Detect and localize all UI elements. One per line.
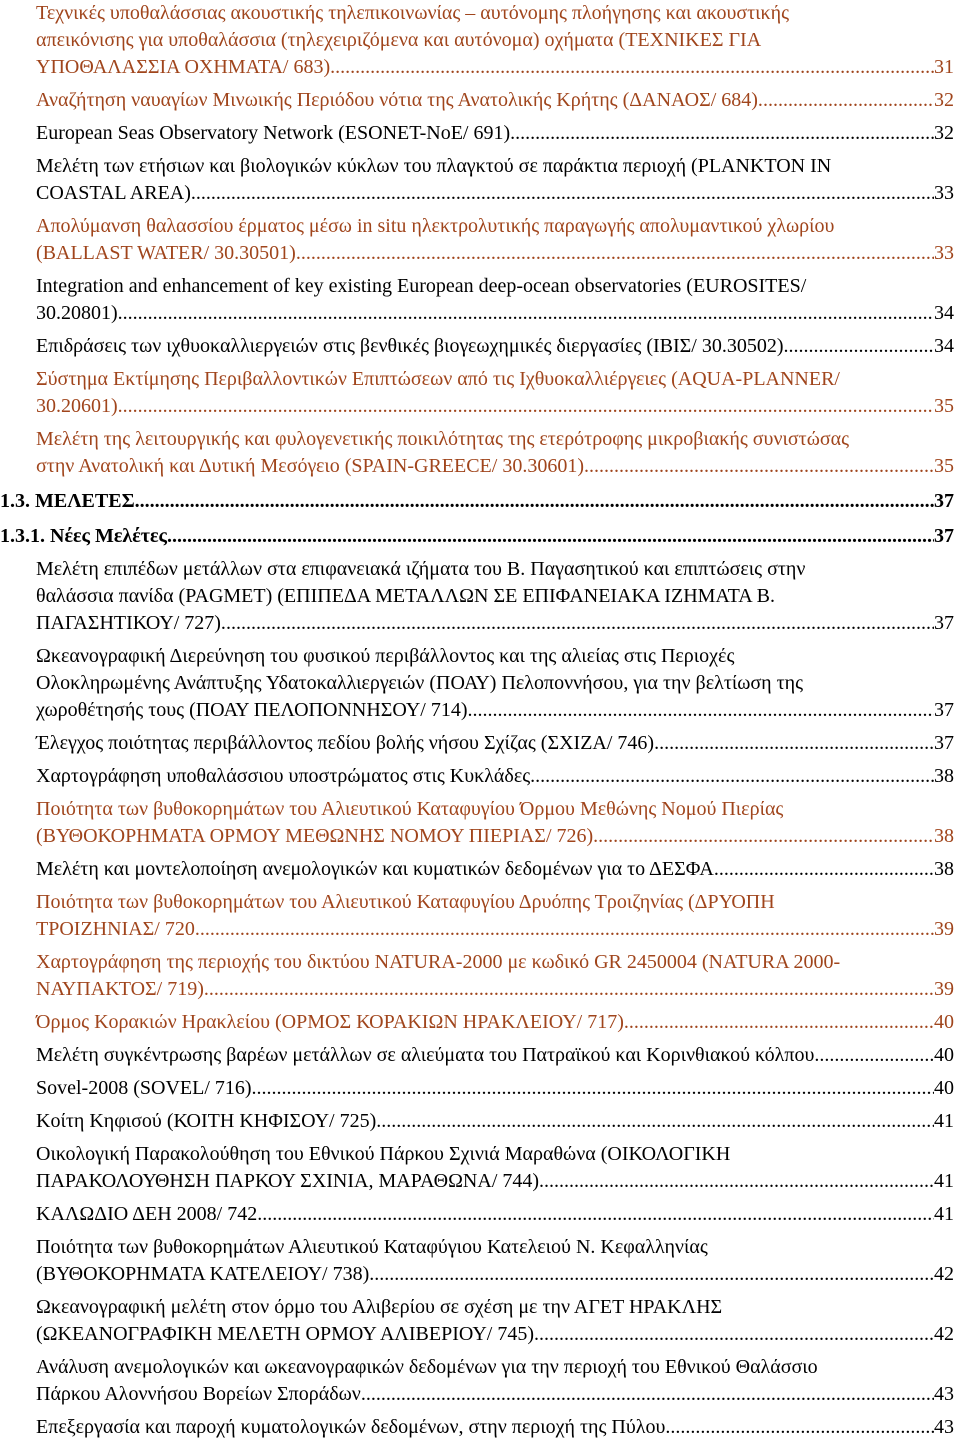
- toc-entry[interactable]: [36, 366, 954, 420]
- toc-dot-leader: [473, 697, 934, 724]
- toc-entry-title: 30.20801).: [36, 302, 123, 324]
- toc-entry-lastline: [36, 333, 954, 360]
- toc-dot-leader: [196, 180, 934, 207]
- toc-entry-lastline: [36, 1108, 954, 1135]
- toc-entry-lastline: [36, 1261, 954, 1288]
- toc-entry-lastline: [36, 393, 954, 420]
- toc-entry-lastline: [36, 1321, 954, 1348]
- toc-entry: [36, 1234, 954, 1288]
- toc-entry-lastline: [36, 763, 954, 790]
- toc-dot-leader: [200, 916, 934, 943]
- toc-dot-leader: [226, 610, 934, 637]
- toc-page-number: 40: [934, 1044, 954, 1066]
- toc-entry-line: Μελέτη επιπέδων μετάλλων στα επιφανειακά ιζήματα του Β. Παγασητικού και επιπτώσεις στην: [36, 558, 806, 580]
- toc-entry: [36, 1294, 954, 1348]
- toc-page-number: 39: [934, 978, 954, 1000]
- toc-entry-lastline: [36, 823, 954, 850]
- toc-page-number: 42: [934, 1323, 954, 1345]
- toc-entry-title: Πάρκου Αλοννήσου Βορείων Σποράδων.: [36, 1383, 366, 1405]
- toc-entry-line: Χαρτογράφηση της περιοχής του δικτύου NATURA-2000 με κωδικό GR 2450004 (NATURA 2000-: [36, 951, 841, 973]
- toc-dot-leader: [123, 300, 934, 327]
- toc-dot-leader: [209, 976, 934, 1003]
- toc-page-number: 32: [934, 122, 954, 144]
- toc-entry-lastline: [36, 180, 954, 207]
- toc-entry-lastline: [36, 1075, 954, 1102]
- toc-entry-title: Χαρτογράφηση υποθαλάσσιου υποστρώματος στις Κυκλάδες.: [36, 765, 536, 787]
- toc-entry-line: Οικολογική Παρακολούθηση του Εθνικού Πάρκου Σχινιά Μαραθώνα (ΟΙΚΟΛΟΓΙΚΗ: [36, 1143, 731, 1165]
- toc-entry: [36, 120, 954, 147]
- toc-entry-lastline: [36, 453, 954, 480]
- toc-entry-title: Αναζήτηση ναυαγίων Μινωικής Περιόδου νότια της Ανατολικής Κρήτης (ΔΑΝΑΟΣ/ 684).: [36, 89, 763, 111]
- toc-entry-line: Ποιότητα των βυθοκορημάτων του Αλιευτικού Καταφυγίου Δρυόπης Τροιζηνίας (ΔΡΥΟΠΗ: [36, 891, 775, 913]
- toc-entry-lastline: [36, 856, 954, 883]
- toc-entry-lastline: [36, 697, 954, 724]
- toc-dot-leader: [629, 1009, 934, 1036]
- toc-entry-title: ΠΑΓΑΣΗΤΙΚΟΥ/ 727).: [36, 612, 226, 634]
- toc-dot-leader: [719, 856, 934, 883]
- toc-dot-leader: [135, 488, 934, 515]
- toc-entry-lastline: [0, 488, 954, 515]
- toc-entry[interactable]: [36, 87, 954, 114]
- toc-page-number: 37: [934, 525, 954, 547]
- toc-entry-line: Απολύμανση θαλασσίου έρματος μέσω in situ ηλεκτρολυτικής παραγωγής απολυμαντικού χλωρίου: [36, 215, 835, 237]
- toc-entry-lastline: [36, 240, 954, 267]
- toc-page-number: 37: [934, 490, 954, 512]
- toc-entry-lastline: [36, 54, 954, 81]
- toc-entry-title: χωροθέτησής τους (ΠΟΑΥ ΠΕΛΟΠΟΝΝΗΣΟΥ/ 714).: [36, 699, 473, 721]
- toc-entry-title: ΚΑΛΩΔΙΟ ΔΕΗ 2008/ 742: [36, 1203, 258, 1225]
- toc-dot-leader: [257, 1075, 934, 1102]
- toc-page-number: 37: [934, 612, 954, 634]
- toc-entry-title: COASTAL AREA).: [36, 182, 196, 204]
- toc-page-number: 42: [934, 1263, 954, 1285]
- toc-entry[interactable]: [36, 1009, 954, 1036]
- toc-entry[interactable]: [36, 426, 954, 480]
- toc-entry[interactable]: [36, 796, 954, 850]
- toc-dot-leader: [335, 54, 934, 81]
- toc-entry-line: Ποιότητα των βυθοκορημάτων του Αλιευτικού Καταφυγίου Όρμου Μεθώνης Νομού Πιερίας: [36, 798, 784, 820]
- toc-entry-title: Μελέτη συγκέντρωσης βαρέων μετάλλων σε αλιεύματα του Πατραϊκού και Κορινθιακού κόλπου.: [36, 1044, 820, 1066]
- toc-entry-title: στην Ανατολική και Δυτική Μεσόγειο (SPAIN-GREECE/ 30.30601).: [36, 455, 589, 477]
- toc-dot-leader: [589, 453, 934, 480]
- toc-page-number: 38: [934, 765, 954, 787]
- toc-entry: [36, 273, 954, 327]
- toc-entry[interactable]: [36, 0, 954, 81]
- toc-page-number: 37: [934, 699, 954, 721]
- toc-entry-title: European Seas Observatory Network (ESONET-NoE/ 691).: [36, 122, 516, 144]
- toc-entry[interactable]: [36, 949, 954, 1003]
- toc-dot-leader: [366, 1381, 934, 1408]
- toc-section-heading: [0, 488, 954, 515]
- toc-page-number: 38: [934, 825, 954, 847]
- toc-page-number: 41: [934, 1170, 954, 1192]
- toc-entry-lastline: [36, 610, 954, 637]
- toc-entry-title: Επεξεργασία και παροχή κυματολογικών δεδομένων, στην περιοχή της Πύλου.: [36, 1416, 671, 1438]
- toc-entry: [36, 856, 954, 883]
- toc-entry: [36, 763, 954, 790]
- toc-entry-line: Μελέτη των ετήσιων και βιολογικών κύκλων του πλαγκτού σε παράκτια περιοχή (PLANKTON IN: [36, 155, 832, 177]
- toc-entry-line: Τεχνικές υποθαλάσσιας ακουστικής τηλεπικοινωνίας – αυτόνομης πλοήγησης και ακουστικής: [36, 2, 790, 24]
- toc-page-number: 38: [934, 858, 954, 880]
- toc-entry-line: απεικόνισης για υποθαλάσσια (τηλεχειριζόμενα και αυτόνομα) οχήματα (ΤΕΧΝΙΚΕΣ ΓΙΑ: [36, 29, 762, 51]
- toc-entry-title: ΤΡΟΙΖΗΝΙΑΣ/ 720.: [36, 918, 200, 940]
- toc-page-number: 35: [934, 395, 954, 417]
- toc-entry: [36, 643, 954, 724]
- toc-entry: [36, 1201, 954, 1228]
- toc-entry-lastline: [36, 1414, 954, 1441]
- toc-dot-leader: [257, 1201, 934, 1228]
- toc-dot-leader: [118, 393, 934, 420]
- toc-entry-title: ΝΑΥΠΑΚΤΟΣ/ 719).: [36, 978, 209, 1000]
- toc-entry-line: Ποιότητα των βυθοκορημάτων Αλιευτικού Καταφύγιου Κατελειού Ν. Κεφαλληνίας: [36, 1236, 708, 1258]
- toc-entry-lastline: [36, 1042, 954, 1069]
- toc-entry-line: Σύστημα Εκτίμησης Περιβαλλοντικών Επιπτώσεων από τις Ιχθυοκαλλιέργειες (AQUA-PLANNER/: [36, 368, 840, 390]
- toc-entry-title: (ΒΥΘΟΚΟΡΗΜΑΤΑ ΚΑΤΕΛΕΙΟΥ/ 738).: [36, 1263, 375, 1285]
- toc-section-heading: [0, 523, 954, 550]
- toc-dot-leader: [598, 823, 934, 850]
- toc-entry-line: Integration and enhancement of key existing European deep-ocean observatories (EUROSITES/: [36, 275, 807, 297]
- toc-page-number: 39: [934, 918, 954, 940]
- toc-entry-title: Sovel-2008 (SOVEL/ 716).: [36, 1077, 257, 1099]
- toc-entry-title: ΠΑΡΑΚΟΛΟΥΘΗΣΗ ΠΑΡΚΟΥ ΣΧΙΝΙΑ, ΜΑΡΑΘΩΝΑ/ 744).: [36, 1170, 545, 1192]
- toc-entry: [36, 1354, 954, 1408]
- toc-entry-lastline: [36, 1201, 954, 1228]
- toc-dot-leader: [670, 1414, 934, 1441]
- toc-entry-title: Κοίτη Κηφισού (ΚΟΙΤΗ ΚΗΦΙΣΟΥ/ 725).: [36, 1110, 382, 1132]
- toc-entry: [36, 556, 954, 637]
- toc-entry-lastline: [36, 1168, 954, 1195]
- toc-dot-leader: [763, 87, 934, 114]
- toc-entry-lastline: [36, 916, 954, 943]
- toc-entry-line: Μελέτη της λειτουργικής και φυλογενετικής ποικιλότητας της ετερότροφης μικροβιακής συνιστώσας: [36, 428, 850, 450]
- toc-dot-leader: [544, 1168, 934, 1195]
- toc-page-number: 40: [934, 1077, 954, 1099]
- toc-entry-title: (BALLAST WATER/ 30.30501).: [36, 242, 301, 264]
- toc-dot-leader: [374, 1261, 934, 1288]
- toc-entry-title: ΥΠΟΘΑΛΑΣΣΙΑ ΟΧΗΜΑΤΑ/ 683).: [36, 56, 336, 78]
- toc-entry-title: 1.3.1. Νέες Μελέτες: [0, 525, 167, 547]
- toc-page-number: 43: [934, 1416, 954, 1438]
- toc-dot-leader: [819, 1042, 934, 1069]
- toc-entry-title: Μελέτη και μοντελοποίηση ανεμολογικών και κυματικών δεδομένων για το ΔΕΣΦΑ.: [36, 858, 719, 880]
- toc-entry: [36, 1042, 954, 1069]
- toc-entry-title: 30.20601): [36, 395, 118, 417]
- toc-entry-line: Ωκεανογραφική Διερεύνηση του φυσικού περιβάλλοντος και της αλιείας στις Περιοχές: [36, 645, 735, 667]
- toc-entry[interactable]: [36, 889, 954, 943]
- toc-entry-title: (ΩΚΕΑΝΟΓΡΑΦΙΚΗ ΜΕΛΕΤΗ ΟΡΜΟΥ ΑΛΙΒΕΡΙΟΥ/ 745).: [36, 1323, 539, 1345]
- toc-page-number: 37: [934, 732, 954, 754]
- toc-entry: [36, 1075, 954, 1102]
- toc-page-number: 31: [934, 56, 954, 78]
- toc-page-number: 43: [934, 1383, 954, 1405]
- toc-dot-leader: [301, 240, 934, 267]
- toc-page-number: 33: [934, 182, 954, 204]
- toc-dot-leader: [167, 523, 934, 550]
- toc-entry-title: Επιδράσεις των ιχθυοκαλλιεργειών στις βενθικές βιογεωχημικές διεργασίες (ΙΒΙΣ/ 30.30502).: [36, 335, 789, 357]
- toc-entry-lastline: [36, 976, 954, 1003]
- toc-entry-title: 1.3. ΜΕΛΕΤΕΣ: [0, 490, 135, 512]
- toc-entry-lastline: [36, 87, 954, 114]
- toc-entry: [36, 730, 954, 757]
- toc-entry: [36, 1414, 954, 1441]
- toc-page-number: 41: [934, 1110, 954, 1132]
- toc-page-number: 34: [934, 302, 954, 324]
- toc-entry: [36, 1141, 954, 1195]
- toc-entry-lastline: [36, 300, 954, 327]
- toc-entry-lastline: [36, 1381, 954, 1408]
- toc-entry: [36, 1108, 954, 1135]
- toc-entry[interactable]: [36, 213, 954, 267]
- toc-dot-leader: [659, 730, 934, 757]
- toc-entry-title: (ΒΥΘΟΚΟΡΗΜΑΤΑ ΟΡΜΟΥ ΜΕΘΩΝΗΣ ΝΟΜΟΥ ΠΙΕΡΙΑΣ/ 726).: [36, 825, 599, 847]
- toc-entry-title: Έλεγχος ποιότητας περιβάλλοντος πεδίου βολής νήσου Σχίζας (ΣΧΙΖΑ/ 746).: [36, 732, 660, 754]
- toc-page-number: 34: [934, 335, 954, 357]
- toc-page-number: 33: [934, 242, 954, 264]
- toc-entry-lastline: [36, 730, 954, 757]
- toc-entry-lastline: [36, 120, 954, 147]
- toc-page-number: 40: [934, 1011, 954, 1033]
- toc-page-number: 32: [934, 89, 954, 111]
- toc-entry: [36, 153, 954, 207]
- toc-page-number: 41: [934, 1203, 954, 1225]
- toc-entry-line: θαλάσσια πανίδα (PAGMET) (ΕΠΙΠΕΔΑ ΜΕΤΑΛΛΩΝ ΣΕ ΕΠΙΦΑΝΕΙΑΚΑ ΙΖΗΜΑΤΑ Β.: [36, 585, 775, 607]
- toc-entry-lastline: [0, 523, 954, 550]
- toc-entry-line: Ανάλυση ανεμολογικών και ωκεανογραφικών δεδομένων για την περιοχή του Εθνικού Θαλάσσιο: [36, 1356, 818, 1378]
- toc-entry-title: Όρμος Κορακιών Ηρακλείου (ΟΡΜΟΣ ΚΟΡΑΚΙΩΝ ΗΡΑΚΛΕΙΟΥ/ 717).: [36, 1011, 629, 1033]
- toc-entry-lastline: [36, 1009, 954, 1036]
- toc-dot-leader: [515, 120, 934, 147]
- toc-entry-line: Ολοκληρωμένης Ανάπτυξης Υδατοκαλλιεργειών (ΠΟΑΥ) Πελοποννήσου, για την βελτίωση της: [36, 672, 804, 694]
- toc-entry: [36, 333, 954, 360]
- toc-page-number: 35: [934, 455, 954, 477]
- toc-entry-line: Ωκεανογραφική μελέτη στον όρμο του Αλιβερίου σε σχέση με την ΑΓΕΤ ΗΡΑΚΛΗΣ: [36, 1296, 723, 1318]
- toc-dot-leader: [539, 1321, 934, 1348]
- toc-dot-leader: [535, 763, 934, 790]
- toc-dot-leader: [381, 1108, 934, 1135]
- toc-dot-leader: [789, 333, 934, 360]
